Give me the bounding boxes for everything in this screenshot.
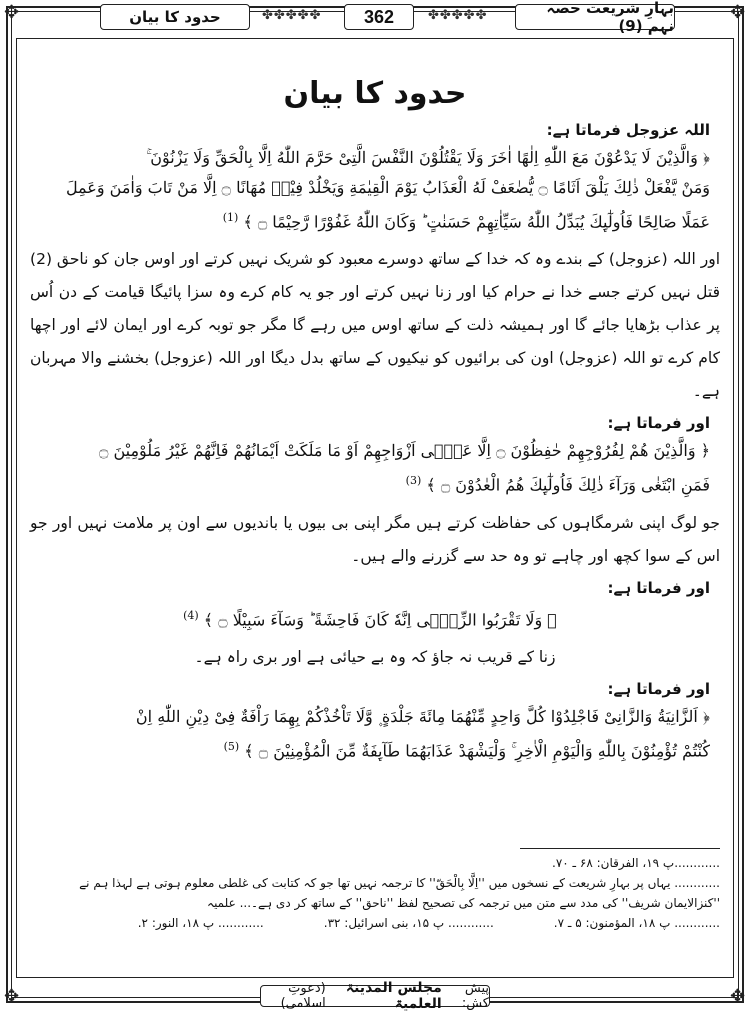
publisher-footer [260, 980, 490, 1012]
verse-line: فَمَنِ ابْتَغٰى وَرَآءَ ذٰلِكَ فَاُولٰٓىِٕكَ هُمُ الْعٰدُوْنَ ۝ ﴾ $^{(3)}$ [405, 474, 710, 495]
quran-verse [30, 143, 710, 237]
footnote-ref: (1) [222, 211, 239, 224]
section-intro: اللہ عزوجل فرماتا ہے: [546, 121, 710, 139]
section-intro: اور فرماتا ہے: [607, 679, 710, 698]
footnote-ref: (4) [183, 608, 199, 622]
page-number: 362 [363, 6, 395, 27]
verse-line: ﴿ وَالَّذِیْنَ لَا یَدْعُوْنَ مَعَ اللّٰهِ اِلٰهًا اٰخَرَ وَلَا یَقْتُلُوْنَ النَّفْسَ الَّتِیْ حَرَّمَ اللّٰهُ اِلَّا بِالْحَقِّ وَلَا یَزْنُوْنَ ۚ [146, 148, 710, 167]
translation-paragraph: زنا کے قریب نہ جاؤ کہ وہ بے حیائی ہے اور بری راہ ہے۔ [194, 647, 556, 666]
book-title: بہارِ شریعت حصہ نہم (9) [546, 0, 674, 35]
footnote-divider [520, 848, 720, 849]
verse-line: كُنْتُمْ تُؤْمِنُوْنَ بِاللّٰهِ وَالْیَوْمِ الْاٰخِرِ ۚ وَلْیَشْهَدْ عَذَابَهُمَا طَآىِٕفَةٌ مِّنَ الْمُؤْمِنِیْنَ ۝ ﴾ $^{(5)}$ [223, 739, 710, 761]
section-intro: اور فرماتا ہے: [607, 414, 710, 433]
book-title-box [515, 0, 675, 35]
footnote-5: ............ پ ۱۸، النور: ۲. [137, 916, 264, 930]
chapter-title-box [100, 4, 250, 30]
header-ornament-icon: ✤✤✤✤✤ [262, 8, 322, 23]
header-ornament-icon: ✤✤✤✤✤ [428, 8, 488, 23]
verse-line: وَمَنْ یَّفْعَلْ ذٰلِكَ یَلْقَ اَثَامًا ۝ یُّضٰعَفْ لَهُ الْعَذَابُ یَوْمَ الْقِیٰمَةِ وَیَخْلُدْ فِیْهٖ مُهَانًا ۝ اِلَّا مَنْ تَابَ وَاٰمَنَ وَعَمِلَ [65, 178, 710, 197]
section-2 [30, 414, 720, 572]
translation-paragraph: جو لوگ اپنی شرمگاہوں کی حفاظت کرتے ہیں مگر اپنی بی بیوں یا باندیوں سے اون پر ملامت نہیں اور جو اس کے سوا کچھ اور چاہے تو وہ حد سے گزرنے والے ہیں۔ [30, 513, 720, 565]
quran-verse [30, 702, 710, 766]
corner-ornament-icon: ✥ [730, 2, 746, 23]
publisher-name: مجلس المدینۃ العلمیۃ [345, 980, 442, 1012]
section-intro: اور فرماتا ہے: [607, 578, 710, 597]
footnote-2: ............ یہاں پر بہارِ شریعت کے نسخوں میں ''اِلَّا بِالْحَقّ'' کا ترجمہ نہیں تھا جو کہ کتابت کی غلطی معلوم ہوتی ہے لہذا ہم نے ''کنزالایمان شریف'' کی مدد سے متن میں ترجمہ کی تصحیح لفظ ''ناحق'' کے ساتھ کر دی ہے۔... علمیہ [79, 876, 720, 910]
section-4 [30, 680, 720, 766]
verse-line: ﴿ اَلزَّانِیَةُ وَالزَّانِیْ فَاجْلِدُوْا كُلَّ وَاحِدٍ مِّنْهُمَا مِائَةَ جَلْدَةٍ ۪ وَّلَا تَاْخُذْكُمْ بِهِمَا رَاْفَةٌ فِیْ دِیْنِ اللّٰهِ اِنْ [135, 706, 710, 726]
page-number-box [344, 4, 414, 30]
quran-verse [30, 436, 710, 500]
page-title: حدود کا بیان [283, 76, 467, 111]
corner-ornament-icon: ✥ [730, 986, 746, 1007]
publisher-sub: (دعوتِ اسلامی) [280, 981, 326, 1011]
footer-label: پیش کش: [461, 981, 489, 1011]
corner-ornament-icon: ✥ [4, 2, 20, 23]
footnote-4: ............ پ ۱۵، بنی اسرائیل: ۳۲. [323, 916, 494, 930]
footnote-ref: (3) [405, 474, 422, 488]
translation-paragraph: اور اللہ (عزوجل) کے بندے وہ کہ خدا کے ساتھ دوسرے معبود کو شریک نہیں کرتے اور اوس جان کو ناحق (2) قتل نہیں کرتے جسے خدا نے حرام کیا اور زنا نہیں کرتے اور جو یہ کام کرے وہ سزا پائیگا قیامت کے دن اُس پر عذاب بڑھایا جائے گا اور ہمیشہ ذلت کے ساتھ اوس میں رہے گا مگر جو توبہ کرے اور ایمان لائے اور اچھا کام کرے تو اللہ (عزوجل) اون کی برائیوں کو نیکیوں کے ساتھ بدل دیگا اور اللہ (عزوجل) بخشنے والا مہربان ہے۔ [30, 250, 720, 401]
verse-line: ﴿ وَلَا تَقْرَبُوا الزِّنٰۤى اِنَّهٗ كَانَ فَاحِشَةً ؕ وَسَآءَ سَبِیْلًا ۝ ﴾ $^{(4)}$ [183, 608, 557, 629]
footnote-ref: (5) [223, 739, 240, 753]
chapter-title: حدود کا بیان [129, 8, 221, 26]
section-1 [30, 121, 720, 408]
footnotes [30, 848, 720, 933]
verse-line: ﴿ وَالَّذِیْنَ هُمْ لِفُرُوْجِهِمْ حٰفِظُوْنَ ۝ اِلَّا عَلٰۤى اَزْوَاجِهِمْ اَوْ مَا مَلَكَتْ اَیْمَانُهُمْ فَاِنَّهُمْ غَیْرُ مَلُوْمِیْنَ ۝ [98, 441, 710, 461]
footnote-3: ............ پ ۱۸، المؤمنون: ۵ ـ ۷. [553, 916, 720, 930]
section-3 [30, 579, 720, 674]
corner-ornament-icon: ✥ [4, 986, 20, 1007]
footnote-1: ............پ ۱۹، الفرقان: ۶۸ ـ ۷۰. [552, 856, 720, 870]
verse-line: عَمَلًا صَالِحًا فَاُولٰٓىِٕكَ یُبَدِّلُ اللّٰهُ سَیِّاٰتِهِمْ حَسَنٰتٍ ؕ وَكَانَ اللّٰهُ غَفُوْرًا رَّحِیْمًا ۝ ﴾ $^{(1)}$ [222, 211, 710, 232]
main-content [30, 62, 720, 770]
quran-verse [30, 601, 710, 635]
footnote-row [30, 913, 720, 933]
